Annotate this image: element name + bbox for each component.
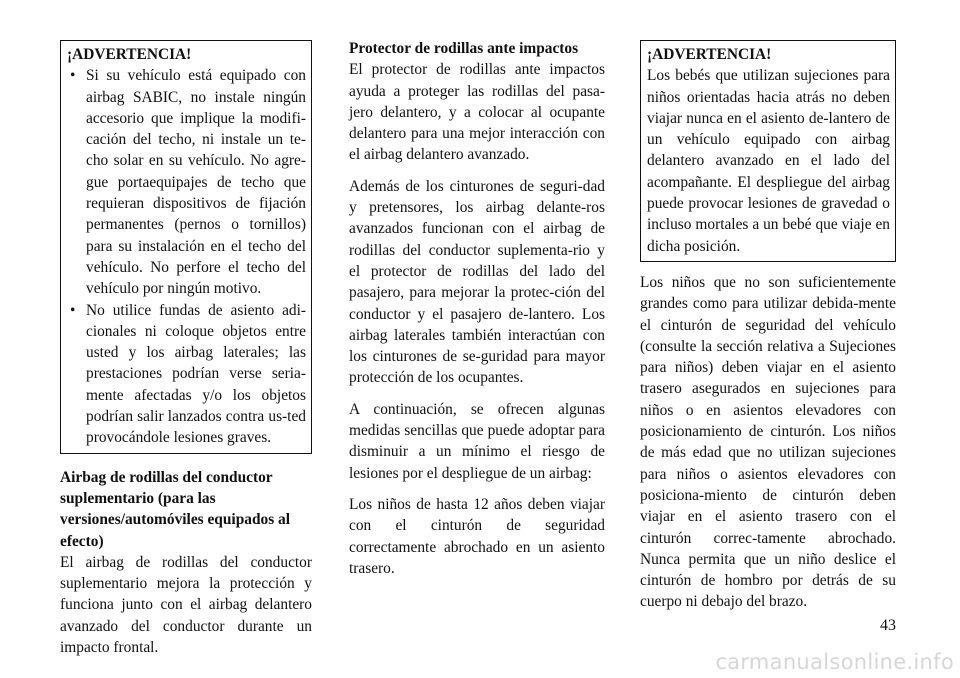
warning-text-infants: Los bebés que utilizan sujeciones para niños orientadas hacia atrás no deben viajar nunca en el asiento de-lantero de un vehículo equipado con airbag delantero avanzado en el lado del acompañante. El despliegue del airbag puede provocar lesiones de gravedad o incluso mortales a un bebé que viaje en dicha posición.	[647, 67, 890, 255]
paragraph-simple-measures: A continuación, se ofrecen algunas medidas sencillas que puede adoptar para disminuir a un mínimo el riesgo de lesiones por el despliegue de un airbag:	[349, 400, 605, 482]
paragraph-children-12: Los niños de hasta 12 años deben viajar con el cinturón de seguridad correctamente abrochado en un asiento trasero.	[349, 495, 605, 577]
column-left	[60, 40, 312, 658]
warning-bullet-seat-covers: • No utilice fundas de asiento adi-cionales ni coloque objetos entre usted y los airbag laterales; las prestaciones podrían verse seria-mente afectadas y/o los objetos podrían salir lanzados contra us-ted provocándole lesiones graves.	[67, 300, 306, 449]
warning-bullet-list	[67, 65, 306, 448]
warning-bullet-roof: • Si su vehículo está equipado con airbag SABIC, no instale ningún accesorio que implique la modifi-cación del techo, ni instale un te-cho solar en su vehículo. No agre-gue portaequipajes de techo que requieran dispositivos de fijación permanentes (pernos o tornillos) para su instalación en el techo del vehículo. No perfore el techo del vehículo por ningún motivo.	[67, 65, 306, 299]
warning-box-sabic	[60, 40, 312, 454]
page-number: 43	[880, 617, 896, 634]
paragraph-advanced-airbags: Además de los cinturones de seguri-dad y pretensores, los airbag delante-ros avanzados funcionan con el airbag de rodillas del conductor suplementa-rio y el protector de rodillas del lado del pasajero, para mejorar la protec-ción del conductor y el pasajero de-lantero. Los airbag laterales también interactúan con los cinturones de se-guridad para mayor protección de los ocupantes.	[349, 177, 605, 387]
warning-title: ¡ADVERTENCIA!	[67, 46, 192, 63]
paragraph-knee-bolster: El protector de rodillas ante impactos ayuda a proteger las rodillas del pasa-jero delantero, y a colocar al ocupante delantero para una mejor interacción con el airbag delantero avanzado.	[349, 61, 605, 164]
watermark: carmanualsonline.info	[715, 650, 954, 674]
column-middle	[349, 38, 605, 579]
section-heading-knee-airbag: Airbag de rodillas del conductor suplementario (para las versiones/automóviles equipados al efecto)	[60, 468, 291, 550]
paragraph-child-restraints: Los niños que no son suficientemente grandes como para utilizar debida-mente el cinturón de seguridad del vehículo (consulte la sección relativa a Sujeciones para niños) deben viajar en el asiento trasero asegurados en sujeciones para niños o en asientos elevadores con posicionamiento de cinturón. Los niños de más edad que no utilizan sujeciones para niños o asientos elevadores con posiciona-miento de cinturón deben viajar en el asiento trasero con el cinturón correc-tamente abrochado. Nunca permita que un niño deslice el cinturón de hombro por detrás de su cuerpo ni debajo del brazo.	[640, 273, 896, 611]
warning-title: ¡ADVERTENCIA!	[647, 46, 772, 63]
paragraph-knee-airbag: El airbag de rodillas del conductor suplementario mejora la protección y funciona junto con el airbag delantero avanzado del conductor durante un impacto frontal.	[60, 553, 312, 657]
column-right	[640, 40, 896, 613]
warning-box-infants	[640, 40, 896, 262]
section-heading-knee-bolster: Protector de rodillas ante impactos	[349, 40, 579, 57]
